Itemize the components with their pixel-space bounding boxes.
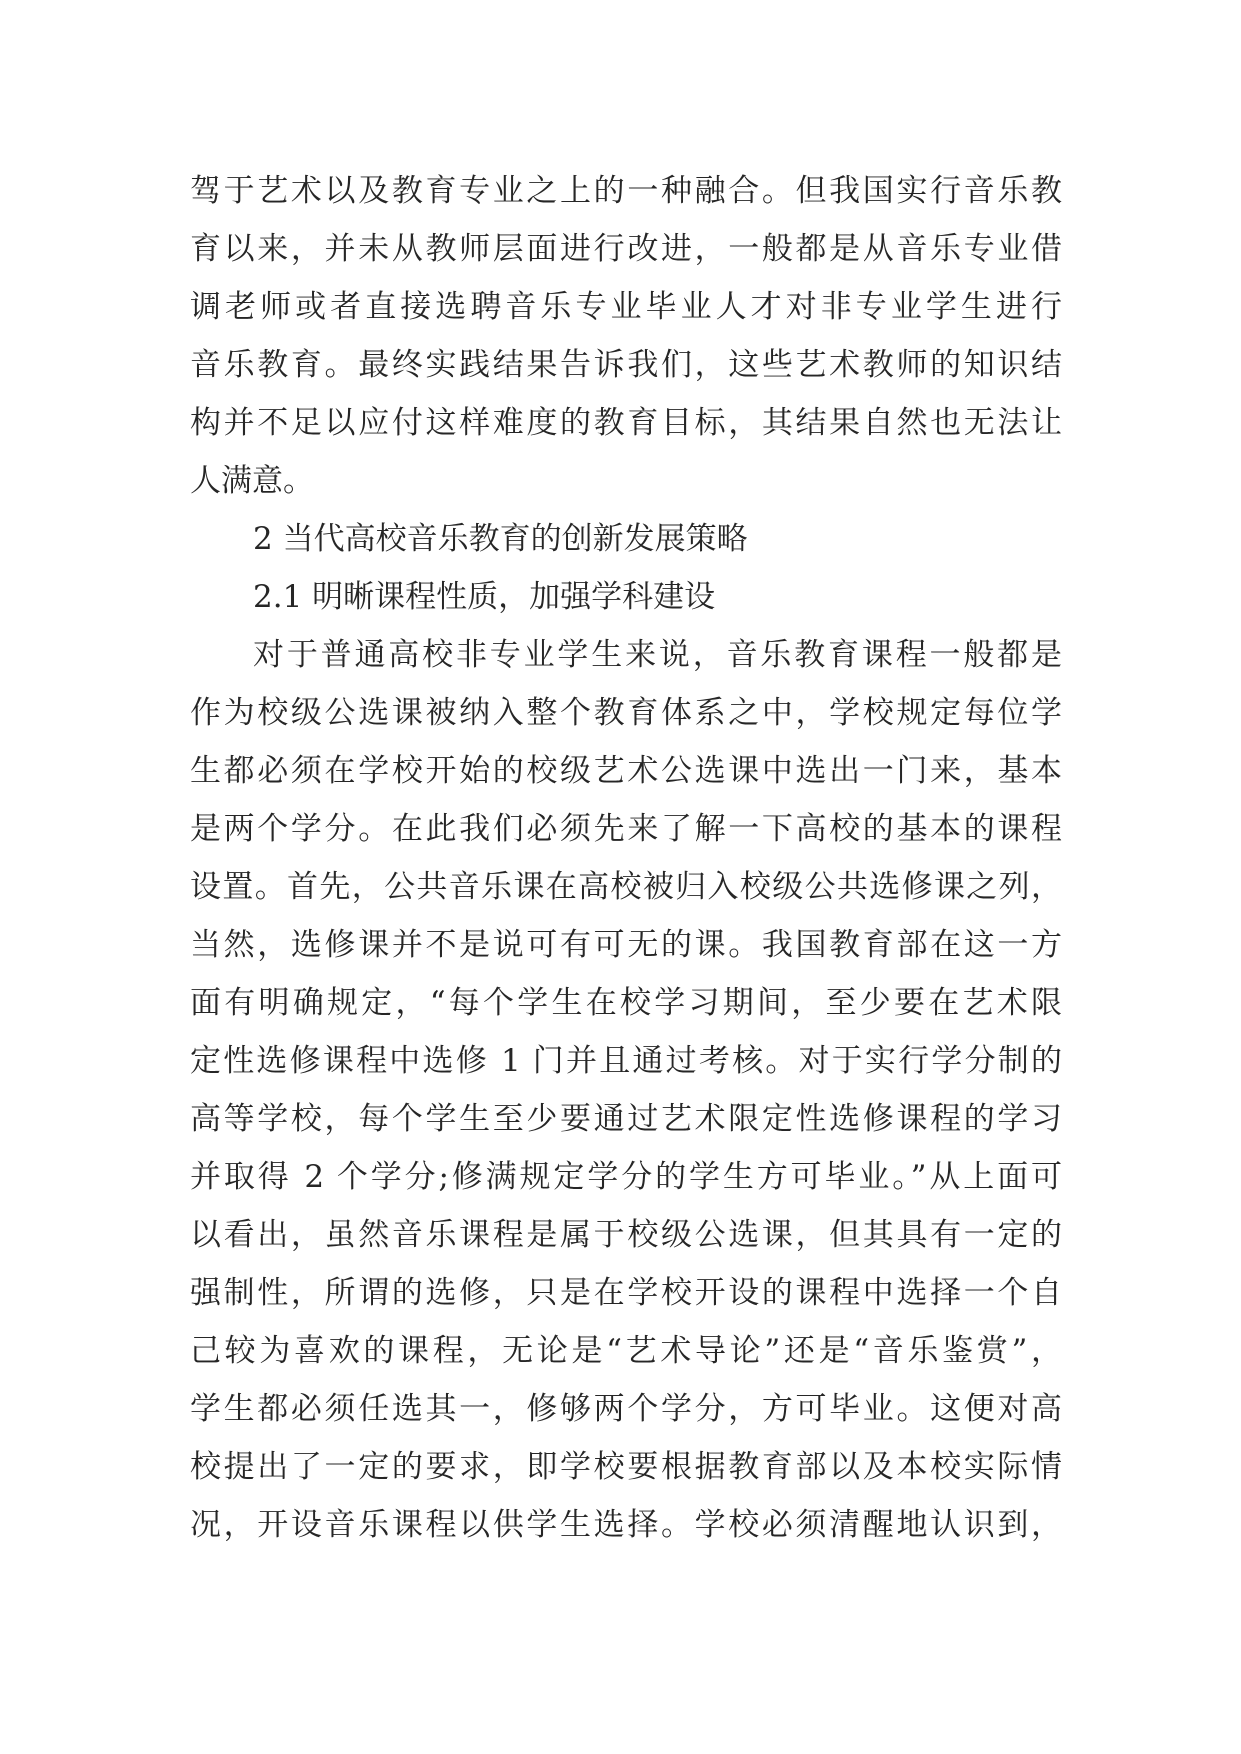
text-line: 强制性，所谓的选修，只是在学校开设的课程中选择一个自 [190, 1275, 1062, 1311]
text-line: 2 当代高校音乐教育的创新发展策略 [253, 521, 748, 557]
text-line: 校提出了一定的要求，即学校要根据教育部以及本校实际情 [190, 1449, 1062, 1485]
text-line: 况，开设音乐课程以供学生选择。学校必须清醒地认识到， [190, 1507, 1062, 1543]
text-line: 己较为喜欢的课程，无论是“艺术导论”还是“音乐鉴赏”， [190, 1333, 1062, 1369]
text-line: 高等学校，每个学生至少要通过艺术限定性选修课程的学习 [190, 1101, 1062, 1137]
text-line: 对于普通高校非专业学生来说，音乐教育课程一般都是 [253, 637, 1062, 673]
text-line: 学生都必须任选其一，修够两个学分，方可毕业。这便对高 [190, 1391, 1062, 1427]
text-line: 设置。首先，公共音乐课在高校被归入校级公共选修课之列， [190, 869, 1062, 905]
body-text [190, 162, 1062, 1554]
text-line: 生都必须在学校开始的校级艺术公选课中选出一门来，基本 [190, 753, 1062, 789]
text-line: 育以来，并未从教师层面进行改进，一般都是从音乐专业借 [190, 231, 1062, 267]
text-line: 调老师或者直接选聘音乐专业毕业人才对非专业学生进行 [190, 289, 1062, 325]
text-line: 当然，选修课并不是说可有可无的课。我国教育部在这一方 [190, 927, 1062, 963]
text-line: 人满意。 [190, 463, 314, 499]
text-line: 构并不足以应付这样难度的教育目标，其结果自然也无法让 [190, 405, 1062, 441]
text-line: 定性选修课程中选修 1 门并且通过考核。对于实行学分制的 [190, 1043, 1062, 1079]
text-line: 2.1 明晰课程性质，加强学科建设 [253, 579, 716, 615]
text-line: 面有明确规定，“每个学生在校学习期间，至少要在艺术限 [190, 985, 1062, 1021]
text-line: 驾于艺术以及教育专业之上的一种融合。但我国实行音乐教 [190, 173, 1062, 209]
text-line: 音乐教育。最终实践结果告诉我们，这些艺术教师的知识结 [190, 347, 1062, 383]
text-line: 并取得 2 个学分;修满规定学分的学生方可毕业。”从上面可 [190, 1159, 1062, 1195]
text-line: 是两个学分。在此我们必须先来了解一下高校的基本的课程 [190, 811, 1062, 847]
text-line: 以看出，虽然音乐课程是属于校级公选课，但其具有一定的 [190, 1217, 1062, 1253]
text-line: 作为校级公选课被纳入整个教育体系之中，学校规定每位学 [190, 695, 1062, 731]
